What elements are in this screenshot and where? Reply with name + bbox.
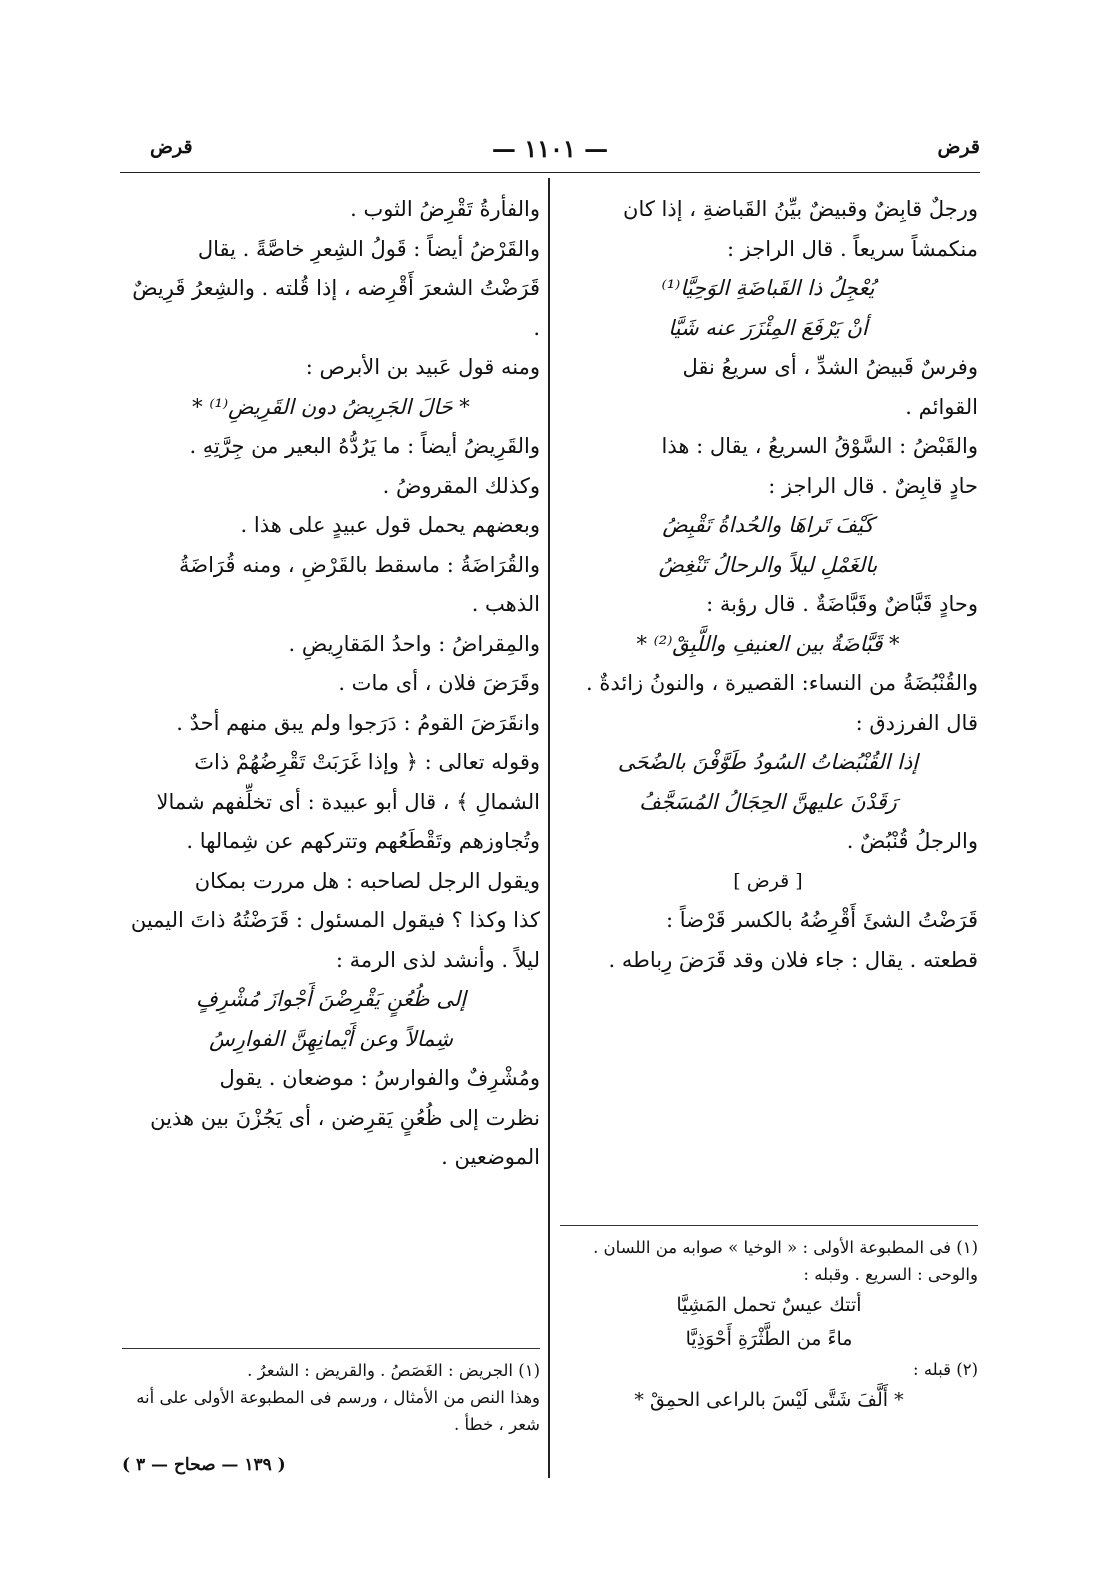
text-line: ومُشْرِفٌ والفوارسُ : موضعان . يقول [219, 1066, 540, 1090]
column-divider [548, 178, 550, 1478]
footnote-verse: أتتك عيسٌ تحمل المَشِيَّا [676, 1294, 862, 1316]
text-line: الموضعين . [441, 1145, 540, 1169]
signature-mark: ( ١٣٩ — صحاح — ٣ ) [122, 1455, 286, 1475]
text-line: وحادٍ قَبَّاضٌ وقَبَّاضَةٌ . قال رؤبة : [706, 592, 978, 616]
text-line: والقُرَاضَةُ : ماسقط بالقَرْضِ ، ومنه قُرَاضَةُ [179, 552, 540, 577]
left-column [122, 190, 540, 1178]
text-line: وتُجاوزهم وتَقْطَعُهم وتتركهم عن شِمالها . [186, 829, 540, 853]
text-line: قَرَضْتُ الشئَ أَقْرِضُهُ بالكسر قَرْضاً : [666, 908, 978, 932]
text-line: قال الفرزدق : [855, 710, 978, 735]
verse-line: بالغَمْلِ ليلاً والرحالُ تَنْغِضُ [658, 552, 878, 577]
verse-line: يُعْجِلُ ذا القَباضَةِ الوَحِيَّا⁽¹⁾ [661, 276, 875, 300]
text-line: كذا وكذا ؟ فيقول المسئول : قَرَضْتُهُ ذاتَ اليمين [130, 908, 540, 932]
header-root-left: قرض [150, 136, 193, 158]
text-line: الذهب . [471, 592, 540, 616]
footnote-line: شعر ، خطأ . [454, 1415, 540, 1434]
text-line: وقَرَضَ فلان ، أى مات . [338, 671, 540, 695]
text-line: الشمالِ ﴾ ، قال أبو عبيدة : أى تخلِّفهم شمالا [156, 789, 540, 814]
text-line: والفأرةُ تَقْرِضُ الثوب . [350, 197, 540, 221]
right-footnotes [560, 1225, 978, 1417]
text-line: ليلاً . وأنشد لذى الرمة : [335, 947, 540, 972]
verse-line: * حَالَ الجَرِيضُ دون القَرِيضِ⁽¹⁾ * [192, 394, 470, 419]
text-line: والقَرِيضُ أيضاً : ما يَرُدُّهُ البعير من جِرَّتِهِ . [189, 434, 540, 458]
text-line: نظرت إلى ظُعُنٍ يَقرِضن ، أى يَجُزْنَ بين هذين [150, 1105, 540, 1130]
text-line: ومنه قول عَبيد بن الأبرص : [305, 355, 540, 379]
text-line: ويقول الرجل لصاحبه : هل مررت بمكان [194, 868, 540, 893]
right-column [558, 190, 978, 980]
verse-line: كَيْفَ تَراهَا والحُداةُ تَقْبِضُ [662, 513, 874, 537]
text-line: قطعته . يقال : جاء فلان وقد قَرَضَ رِباطه . [608, 947, 978, 972]
footnote-line: وهذا النص من الأمثال ، ورسم فى المطبوعة الأولى على أنه [136, 1388, 540, 1407]
left-footnotes [122, 1348, 540, 1438]
text-line: والرجلُ قُنْبُضٌ . [846, 829, 978, 853]
verse-line: * قَبَّاضَةٌ بين العنيفِ واللَّبِقْ⁽²⁾ * [636, 631, 900, 656]
page-number: — ١١٠١ — [491, 134, 609, 163]
text-line: حادٍ قابِضٌ . قال الراجز : [768, 473, 978, 498]
text-line: والمِقراضُ : واحدُ المَقارِيضِ . [288, 631, 540, 656]
page-header [120, 132, 980, 173]
footnote-verse: * أَلَّفَ شَتَّى لَيْسَ بالراعى الحمِقْ * [634, 1389, 904, 1411]
text-line: وانقَرَضَ القومُ : دَرَجوا ولم يبق منهم أحدٌ . [176, 710, 540, 735]
footnote-line: والوحى : السريع . وقبله : [803, 1265, 978, 1284]
text-line: والقَبْضُ : السَّوْقُ السريعُ ، يقال : هذا [661, 434, 978, 458]
text-line: منكمشاً سريعاً . قال الراجز : [726, 236, 978, 261]
verse-line: رَقَدْنَ عليهنَّ الحِجَالُ المُسَجَّفُ [639, 789, 897, 814]
footnote-line: (٢) قبله : [913, 1360, 978, 1379]
text-line: والقَرْضُ أيضاً : قَولُ الشِعرِ خاصَّةً . يقال [197, 236, 540, 261]
verse-line: شِمالاً وعن أَيْمانِهِنَّ الفوارِسُ [209, 1026, 453, 1051]
text-line: القوائم . [905, 394, 978, 419]
text-line: وكذلك المقروضُ . [382, 473, 540, 498]
footnote-verse: ماءً من الطَّثْرَةِ أَحْوَذِيَّا [685, 1328, 853, 1350]
header-root-right: قرض [937, 136, 980, 158]
text-line: وفرسٌ قَبيضُ الشدِّ ، أى سريعُ نقل [682, 355, 978, 379]
verse-line: إلى ظُعُنٍ يَقْرِضْنَ أَجْوازَ مُشْرِفٍ [195, 987, 467, 1011]
text-line: وقوله تعالى : ﴿ وإذا غَرَبَتْ تَقْرِضُهُمْ ذاتَ [194, 750, 540, 774]
footnote-line: (١) الجريض : الغَصَصُ . والقريض : الشعرُ . [247, 1361, 540, 1380]
text-line: والقُنْبُضَةُ من النساء: القصيرة ، والنونُ زائدةٌ . [585, 671, 978, 695]
verse-line: إذا القُنْبُضاتُ السُودُ طَوَّفْنَ بالضُحَى [617, 750, 919, 774]
text-line: قَرَضْتُ الشعرَ أَقْرِضه ، إذا قُلته . والشِعرُ قَرِيضٌ . [132, 276, 540, 340]
text-line: ورجلٌ قابِضٌ وقبيضٌ بيِّنُ القَباضةِ ، إذا كان [623, 197, 978, 221]
entry-heading: [ قرض ] [733, 869, 803, 892]
text-line: وبعضهم يحمل قول عبيدٍ على هذا . [240, 513, 540, 537]
footnote-line: (١) فى المطبوعة الأولى : « الوخيا » صوابه من اللسان . [593, 1238, 978, 1257]
verse-line: أنْ يَرْفَعَ المِئْزَرَ عنه شَيَّا [668, 315, 868, 340]
